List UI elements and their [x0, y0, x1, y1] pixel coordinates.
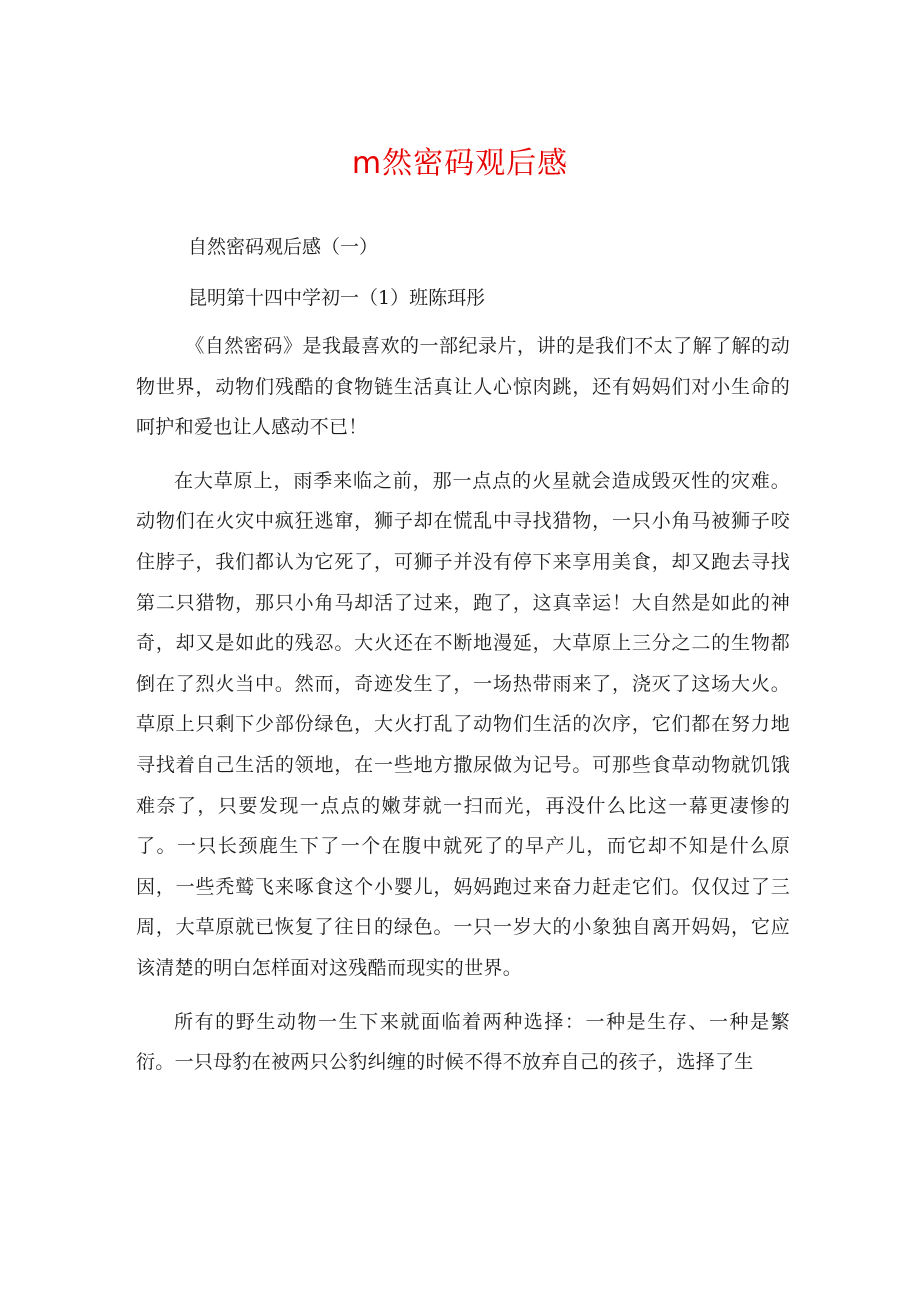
author-line: 昆明第十四中学初一（1）班陈珥彤: [188, 287, 486, 309]
document-title: m然密码观后感: [351, 146, 569, 181]
document-subtitle: 自然密码观后感（一）: [188, 236, 379, 258]
paragraph-intro: 《自然密码》是我最喜欢的一部纪录片，讲的是我们不太了解了解的动物世界，动物们残酷的食物链生活真让人心惊肉跳，还有妈妈们对小生命的呵护和爱也让人感动不已！: [136, 335, 790, 439]
paragraph-grassland-fire: 在大草原上，雨季来临之前，那一点点的火星就会造成毁灭性的灾难。动物们在火灾中疯狂逃窜，狮子却在慌乱中寻找猎物，一只小角马被狮子咬住脖子，我们都认为它死了，可狮子并没有停下来享用美食，却又跑去寻找第二只猎物，那只小角马却活了过来，跑了，这真幸运！大自然是如此的神奇，却又是如此的残忍。大火还在不断地漫延，大草原上三分之二的生物都倒在了烈火当中。然而，奇迹发生了，一场热带雨来了，浇灭了这场大火。草原上只剩下少部份绿色，大火打乱了动物们生活的次序，它们都在努力地寻找着自己生活的领地，在一些地方撒尿做为记号。可那些食草动物就饥饿难奈了，只要发现一点点的嫩芽就一扫而光，再没什么比这一幕更凄惨的了。一只长颈鹿生下了一个在腹中就死了的早产儿，而它却不知是什么原因，一些秃鹫飞来啄食这个小婴儿，妈妈跑过来奋力赶走它们。仅仅过了三周，大草原就已恢复了往日的绿色。一只一岁大的小象独自离开妈妈，它应该清楚的明白怎样面对这残酷而现实的世界。: [136, 469, 790, 979]
paragraph-survival-choices: 所有的野生动物一生下来就面临着两种选择：一种是生存、一种是繁衍。一只母豹在被两只公豹纠缠的时候不得不放弃自己的孩子，选择了生: [136, 1010, 790, 1074]
document-body: [136, 326, 790, 1096]
